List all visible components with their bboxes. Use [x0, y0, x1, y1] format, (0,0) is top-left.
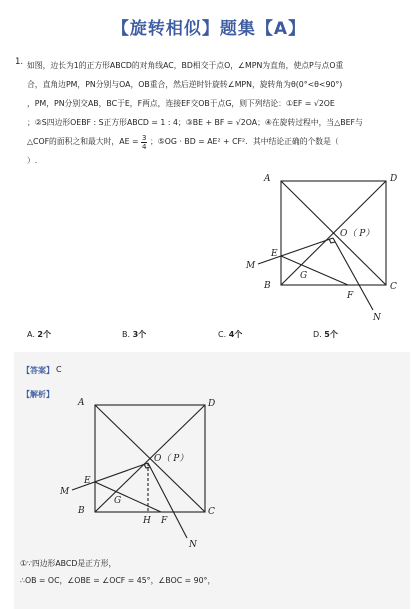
option-c[interactable] — [218, 329, 242, 340]
option-value: 4个 — [228, 330, 243, 339]
fraction-numerator: 3 — [142, 133, 147, 142]
option-a[interactable] — [27, 329, 51, 340]
analysis-label: 【解析】 — [22, 390, 54, 399]
question-number: 1. — [15, 57, 24, 67]
label-f: F — [161, 516, 168, 526]
label-c: C — [208, 507, 215, 517]
option-letter: C. — [218, 330, 227, 339]
question-line: 如图，边长为1的正方形ABCD的对角线AC，BD相交于点O，∠MPN为直角，使点P与点O重 — [27, 61, 344, 70]
question-line: 合，直角边PM，PN分别与OA，OB重合，然后逆时针旋转∠MPN，旋转角为θ(0°<θ<90°) — [27, 80, 343, 89]
solution-panel — [14, 352, 410, 609]
answer-label: 【答案】 — [22, 366, 54, 375]
option-letter: A. — [27, 330, 35, 339]
label-b: B — [78, 506, 85, 516]
label-d: D — [208, 399, 216, 409]
ray-pm — [258, 238, 333, 264]
fraction-denominator: 4 — [142, 142, 147, 151]
label-a: A — [264, 174, 271, 184]
option-value: 5个 — [324, 330, 338, 339]
label-a: A — [78, 398, 85, 408]
label-n: N — [373, 313, 381, 323]
label-h: H — [143, 516, 151, 526]
label-d: D — [390, 174, 398, 184]
option-b[interactable] — [122, 329, 146, 340]
option-letter: B. — [122, 330, 131, 339]
segment-ef — [281, 256, 348, 285]
label-e: E — [84, 476, 91, 486]
page-title: 【旋转相似】题集【A】 — [111, 19, 307, 39]
label-o-p: O（ P） — [154, 454, 189, 464]
question-line: ；②S四边形OEBF : S正方形ABCD = 1 : 4；③BE + BF = √2OA；④在旋转过程中，当△BEF与 — [27, 118, 363, 127]
label-f: F — [347, 291, 354, 301]
analysis-figure — [14, 352, 410, 609]
question-line-part: △COF的面积之和最大时，AE = — [27, 137, 139, 146]
analysis-step: ①∵四边形ABCD是正方形， — [20, 559, 117, 568]
question-line-part: ；⑤OG · BD = AE² + CF²．其中结论正确的个数是（ — [149, 137, 339, 146]
label-g: G — [114, 496, 122, 506]
question-line: ，PM，PN分别交AB，BC于E，F两点，连接EF交OB于点G，则下列结论：①EF = √2OE — [27, 99, 335, 108]
label-o-p: O（ P） — [340, 229, 375, 239]
label-e: E — [271, 249, 278, 259]
label-g: G — [300, 271, 308, 281]
analysis-step: ∴OB = OC，∠OBE = ∠OCF = 45°，∠BOC = 90°， — [20, 576, 216, 585]
label-n: N — [189, 540, 197, 550]
question-line: ）. — [27, 156, 38, 165]
answer-value: C — [56, 365, 62, 374]
label-m: M — [60, 487, 70, 497]
option-value: 2个 — [37, 330, 51, 339]
label-c: C — [390, 282, 397, 292]
option-letter: D. — [313, 330, 322, 339]
segment-ef — [95, 482, 161, 512]
option-d[interactable] — [313, 329, 338, 340]
label-b: B — [264, 281, 271, 291]
option-value: 3个 — [132, 330, 147, 339]
ray-pn — [148, 463, 187, 538]
label-m: M — [246, 261, 256, 271]
